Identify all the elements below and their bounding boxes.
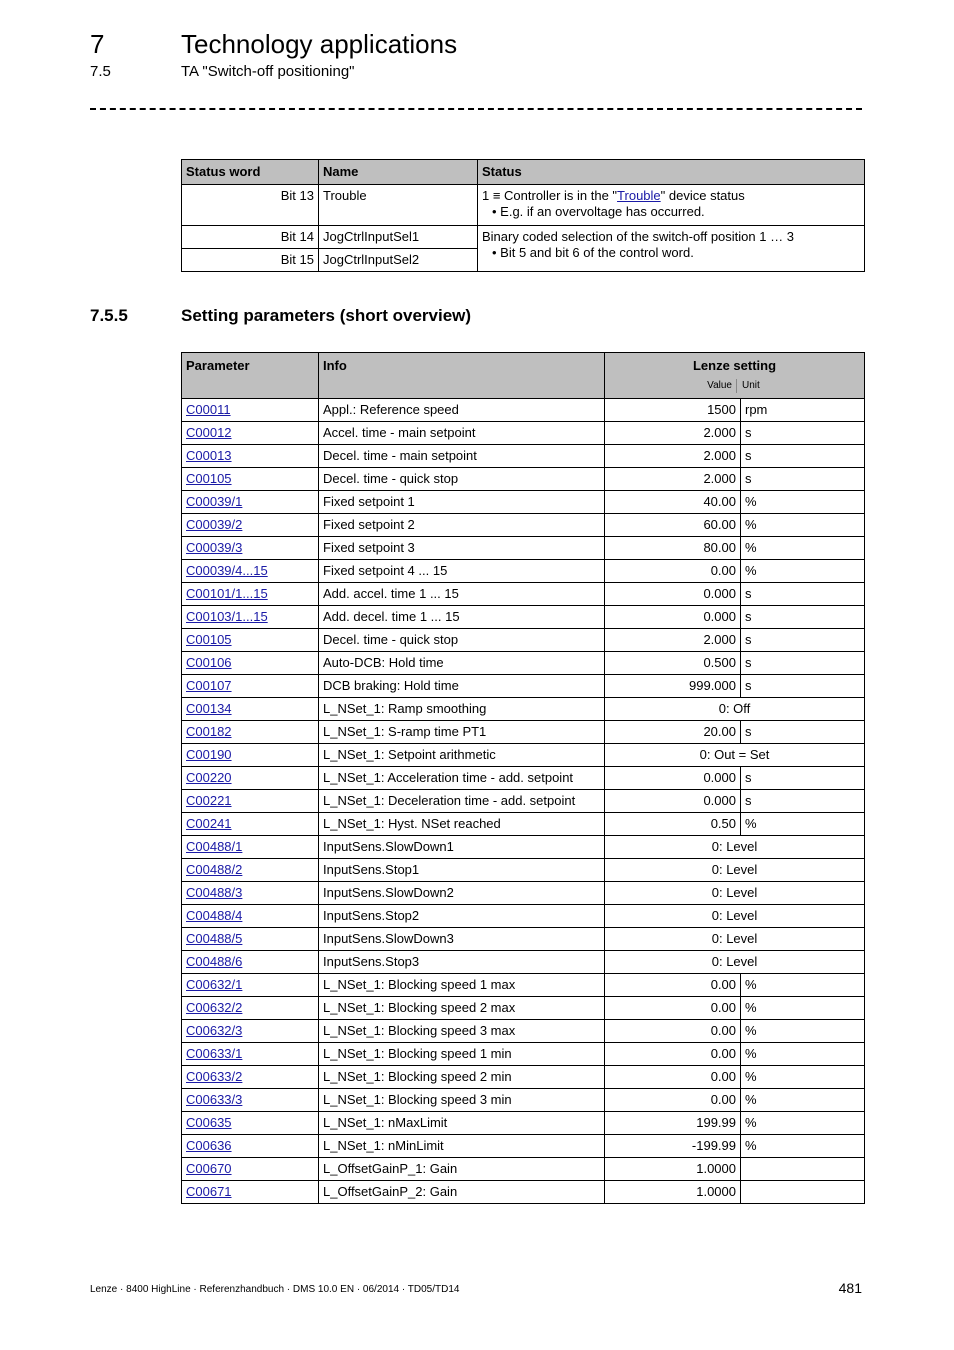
- param-unit: %: [741, 491, 865, 514]
- param-code-cell: [182, 974, 319, 997]
- param-value: 0.00: [605, 1043, 741, 1066]
- param-unit: %: [741, 1020, 865, 1043]
- parameter-link[interactable]: C00633/1: [186, 1046, 243, 1061]
- parameter-link[interactable]: C00220: [186, 770, 232, 785]
- status-header-status-word: Status word: [182, 160, 319, 185]
- parameter-link[interactable]: C00488/3: [186, 885, 243, 900]
- param-unit: %: [741, 997, 865, 1020]
- param-value: 0.00: [605, 1020, 741, 1043]
- param-setting: 0: Level: [605, 859, 865, 882]
- parameter-link[interactable]: C00671: [186, 1184, 232, 1199]
- param-info: L_NSet_1: Blocking speed 3 min: [319, 1089, 605, 1112]
- param-info: L_NSet_1: nMaxLimit: [319, 1112, 605, 1135]
- param-value: 1.0000: [605, 1181, 741, 1204]
- param-unit: s: [741, 445, 865, 468]
- parameter-link[interactable]: C00134: [186, 701, 232, 716]
- status-text: " device status: [660, 188, 745, 203]
- param-setting: 0: Level: [605, 836, 865, 859]
- table-row: [182, 1066, 865, 1089]
- param-value: 199.99: [605, 1112, 741, 1135]
- parameter-link[interactable]: C00632/2: [186, 1000, 243, 1015]
- param-info: L_NSet_1: Blocking speed 1 min: [319, 1043, 605, 1066]
- param-info: L_NSet_1: Blocking speed 2 min: [319, 1066, 605, 1089]
- table-row: [182, 997, 865, 1020]
- param-unit: %: [741, 1066, 865, 1089]
- table-row: [182, 698, 865, 721]
- param-info: InputSens.SlowDown3: [319, 928, 605, 951]
- table-row: [182, 652, 865, 675]
- param-value: 0.00: [605, 560, 741, 583]
- param-unit: s: [741, 583, 865, 606]
- param-value: 0.00: [605, 997, 741, 1020]
- param-info: Decel. time - quick stop: [319, 468, 605, 491]
- section-title: TA "Switch-off positioning": [181, 63, 355, 80]
- param-code-cell: [182, 1043, 319, 1066]
- parameter-link[interactable]: C00012: [186, 425, 232, 440]
- param-code-cell: [182, 744, 319, 767]
- parameter-link[interactable]: C00488/4: [186, 908, 243, 923]
- param-unit: %: [741, 537, 865, 560]
- parameter-link[interactable]: C00107: [186, 678, 232, 693]
- param-unit: %: [741, 1043, 865, 1066]
- param-code-cell: [182, 399, 319, 422]
- param-value: 0.00: [605, 1066, 741, 1089]
- parameter-link[interactable]: C00636: [186, 1138, 232, 1153]
- parameter-link[interactable]: C00105: [186, 632, 232, 647]
- parameter-link[interactable]: C00039/3: [186, 540, 243, 555]
- param-code-cell: [182, 629, 319, 652]
- param-unit: s: [741, 767, 865, 790]
- param-code-cell: [182, 836, 319, 859]
- parameter-link[interactable]: C00632/1: [186, 977, 243, 992]
- table-row: [182, 1089, 865, 1112]
- param-value: 0.00: [605, 974, 741, 997]
- param-info: DCB braking: Hold time: [319, 675, 605, 698]
- parameter-link[interactable]: C00106: [186, 655, 232, 670]
- table-row: [182, 629, 865, 652]
- param-info: L_NSet_1: Acceleration time - add. setpoint: [319, 767, 605, 790]
- table-row: [182, 1020, 865, 1043]
- status-bit: Bit 13: [182, 185, 319, 226]
- param-info: Accel. time - main setpoint: [319, 422, 605, 445]
- table-row: [182, 185, 865, 226]
- table-row: [182, 790, 865, 813]
- param-unit: [741, 1158, 865, 1181]
- subsection-number: 7.5.5: [90, 306, 128, 325]
- param-value: 0.000: [605, 790, 741, 813]
- param-setting: 0: Level: [605, 928, 865, 951]
- param-code-cell: [182, 859, 319, 882]
- table-row: [182, 928, 865, 951]
- param-unit: s: [741, 652, 865, 675]
- table-row: [182, 468, 865, 491]
- param-header-lenze-setting: [605, 353, 865, 399]
- param-unit: s: [741, 675, 865, 698]
- param-value: 40.00: [605, 491, 741, 514]
- status-word-table: [181, 159, 865, 272]
- param-value: 0.500: [605, 652, 741, 675]
- param-setting: 0: Level: [605, 882, 865, 905]
- chapter-number: 7: [90, 29, 105, 59]
- param-code-cell: [182, 537, 319, 560]
- param-value: 0.000: [605, 606, 741, 629]
- param-info: InputSens.Stop3: [319, 951, 605, 974]
- param-code-cell: [182, 721, 319, 744]
- section-number: 7.5: [90, 63, 111, 80]
- param-info: InputSens.Stop2: [319, 905, 605, 928]
- param-value: 60.00: [605, 514, 741, 537]
- value-subheader: Value: [707, 380, 732, 391]
- param-value: 1500: [605, 399, 741, 422]
- param-code-cell: [182, 583, 319, 606]
- param-code-cell: [182, 560, 319, 583]
- status-name: Trouble: [319, 185, 478, 226]
- table-row: [182, 1135, 865, 1158]
- parameter-link[interactable]: C00101/1...15: [186, 586, 268, 601]
- parameter-link[interactable]: C00488/2: [186, 862, 243, 877]
- param-unit: s: [741, 468, 865, 491]
- param-info: L_NSet_1: Hyst. NSet reached: [319, 813, 605, 836]
- param-code-cell: [182, 790, 319, 813]
- table-row: [182, 675, 865, 698]
- table-row: [182, 813, 865, 836]
- param-info: L_OffsetGainP_2: Gain: [319, 1181, 605, 1204]
- status-note: • E.g. if an overvoltage has occurred.: [492, 204, 705, 219]
- parameter-link[interactable]: C00039/1: [186, 494, 243, 509]
- status-text: 1 ≡ Controller is in the ": [482, 188, 618, 203]
- param-value: 80.00: [605, 537, 741, 560]
- param-header-info: Info: [319, 353, 605, 399]
- status-bit: Bit 14: [182, 226, 319, 249]
- status-name: JogCtrlInputSel1: [319, 226, 478, 249]
- parameter-link[interactable]: C00039/4...15: [186, 563, 268, 578]
- param-header-parameter: Parameter: [182, 353, 319, 399]
- param-value: 1.0000: [605, 1158, 741, 1181]
- param-code-cell: [182, 1020, 319, 1043]
- param-info: Decel. time - quick stop: [319, 629, 605, 652]
- param-unit: rpm: [741, 399, 865, 422]
- parameter-link[interactable]: C00670: [186, 1161, 232, 1176]
- param-code-cell: [182, 767, 319, 790]
- parameter-link[interactable]: C00633/2: [186, 1069, 243, 1084]
- param-info: Decel. time - main setpoint: [319, 445, 605, 468]
- param-code-cell: [182, 698, 319, 721]
- table-row: [182, 1112, 865, 1135]
- param-unit: %: [741, 514, 865, 537]
- parameter-link[interactable]: C00221: [186, 793, 232, 808]
- param-code-cell: [182, 514, 319, 537]
- status-description: [478, 185, 865, 226]
- param-info: L_NSet_1: Deceleration time - add. setpoint: [319, 790, 605, 813]
- status-header-status: Status: [478, 160, 865, 185]
- status-name: JogCtrlInputSel2: [319, 249, 478, 272]
- param-setting: 0: Out = Set: [605, 744, 865, 767]
- param-info: Add. decel. time 1 ... 15: [319, 606, 605, 629]
- param-info: Appl.: Reference speed: [319, 399, 605, 422]
- footer-doc-info: Lenze · 8400 HighLine · Referenzhandbuch · DMS 10.0 EN · 06/2014 · TD05/TD14: [90, 1284, 460, 1295]
- parameter-link[interactable]: C00182: [186, 724, 232, 739]
- param-info: InputSens.SlowDown2: [319, 882, 605, 905]
- param-code-cell: [182, 997, 319, 1020]
- param-value: 2.000: [605, 445, 741, 468]
- parameter-link[interactable]: C00241: [186, 816, 232, 831]
- chapter-title: Technology applications: [181, 29, 458, 59]
- table-row: [182, 1043, 865, 1066]
- parameter-rows: [182, 399, 865, 1204]
- param-value: 2.000: [605, 629, 741, 652]
- param-info: L_OffsetGainP_1: Gain: [319, 1158, 605, 1181]
- param-code-cell: [182, 445, 319, 468]
- param-info: InputSens.Stop1: [319, 859, 605, 882]
- param-info: L_NSet_1: S-ramp time PT1: [319, 721, 605, 744]
- param-unit: %: [741, 1112, 865, 1135]
- param-code-cell: [182, 882, 319, 905]
- param-info: Fixed setpoint 4 ... 15: [319, 560, 605, 583]
- table-row: [182, 445, 865, 468]
- param-code-cell: [182, 951, 319, 974]
- param-unit: [741, 1181, 865, 1204]
- param-value: 2.000: [605, 422, 741, 445]
- table-row: [182, 226, 865, 249]
- param-value: 999.000: [605, 675, 741, 698]
- param-value: -199.99: [605, 1135, 741, 1158]
- param-info: L_NSet_1: nMinLimit: [319, 1135, 605, 1158]
- parameter-link[interactable]: C00105: [186, 471, 232, 486]
- param-info: Fixed setpoint 1: [319, 491, 605, 514]
- table-row: [182, 721, 865, 744]
- table-row: [182, 859, 865, 882]
- table-row: [182, 836, 865, 859]
- param-unit: %: [741, 560, 865, 583]
- status-text: Binary coded selection of the switch-off position 1 … 3: [482, 229, 794, 244]
- parameter-link[interactable]: C00488/6: [186, 954, 243, 969]
- table-row: [182, 583, 865, 606]
- param-code-cell: [182, 928, 319, 951]
- param-info: Fixed setpoint 2: [319, 514, 605, 537]
- param-info: InputSens.SlowDown1: [319, 836, 605, 859]
- lenze-setting-label: Lenze setting: [692, 358, 777, 373]
- param-info: Fixed setpoint 3: [319, 537, 605, 560]
- table-row: [182, 974, 865, 997]
- param-code-cell: [182, 652, 319, 675]
- param-info: L_NSet_1: Setpoint arithmetic: [319, 744, 605, 767]
- param-code-cell: [182, 1112, 319, 1135]
- param-code-cell: [182, 422, 319, 445]
- param-info: L_NSet_1: Blocking speed 1 max: [319, 974, 605, 997]
- param-unit: s: [741, 721, 865, 744]
- param-info: L_NSet_1: Ramp smoothing: [319, 698, 605, 721]
- param-code-cell: [182, 606, 319, 629]
- parameter-table: [181, 352, 865, 1204]
- param-unit: %: [741, 813, 865, 836]
- param-code-cell: [182, 1181, 319, 1204]
- parameter-link[interactable]: C00013: [186, 448, 232, 463]
- param-info: L_NSet_1: Blocking speed 2 max: [319, 997, 605, 1020]
- subsection-title: Setting parameters (short overview): [181, 306, 472, 325]
- table-row: [182, 1181, 865, 1204]
- table-row: [182, 951, 865, 974]
- status-bit: Bit 15: [182, 249, 319, 272]
- table-row: [182, 767, 865, 790]
- status-header-name: Name: [319, 160, 478, 185]
- param-unit: %: [741, 1089, 865, 1112]
- param-code-cell: [182, 813, 319, 836]
- param-code-cell: [182, 1066, 319, 1089]
- table-row: [182, 606, 865, 629]
- param-code-cell: [182, 905, 319, 928]
- param-info: L_NSet_1: Blocking speed 3 max: [319, 1020, 605, 1043]
- param-code-cell: [182, 675, 319, 698]
- param-code-cell: [182, 491, 319, 514]
- param-value: 0.50: [605, 813, 741, 836]
- parameter-link[interactable]: C00488/1: [186, 839, 243, 854]
- param-unit: s: [741, 629, 865, 652]
- table-row: [182, 491, 865, 514]
- parameter-link[interactable]: C00488/5: [186, 931, 243, 946]
- status-description: [478, 226, 865, 272]
- status-note: • Bit 5 and bit 6 of the control word.: [492, 245, 694, 260]
- param-value: 0.000: [605, 767, 741, 790]
- table-row: [182, 514, 865, 537]
- param-value: 20.00: [605, 721, 741, 744]
- trouble-link[interactable]: Trouble: [617, 188, 661, 203]
- header-divider: [90, 108, 862, 110]
- table-row: [182, 537, 865, 560]
- param-value: 2.000: [605, 468, 741, 491]
- parameter-link[interactable]: C00635: [186, 1115, 232, 1130]
- param-code-cell: [182, 1089, 319, 1112]
- param-unit: s: [741, 790, 865, 813]
- parameter-link[interactable]: C00103/1...15: [186, 609, 268, 624]
- param-info: Auto-DCB: Hold time: [319, 652, 605, 675]
- param-code-cell: [182, 468, 319, 491]
- param-value: 0.00: [605, 1089, 741, 1112]
- table-row: [182, 422, 865, 445]
- unit-subheader: Unit: [736, 379, 864, 393]
- param-setting: 0: Level: [605, 951, 865, 974]
- param-code-cell: [182, 1135, 319, 1158]
- table-row: [182, 744, 865, 767]
- param-info: Add. accel. time 1 ... 15: [319, 583, 605, 606]
- parameter-link[interactable]: C00011: [186, 402, 231, 417]
- table-row: [182, 1158, 865, 1181]
- table-row: [182, 560, 865, 583]
- table-row: [182, 882, 865, 905]
- param-unit: %: [741, 974, 865, 997]
- table-row: [182, 399, 865, 422]
- param-unit: s: [741, 606, 865, 629]
- parameter-link[interactable]: C00632/3: [186, 1023, 243, 1038]
- param-value: 0.000: [605, 583, 741, 606]
- parameter-link[interactable]: C00039/2: [186, 517, 243, 532]
- param-code-cell: [182, 1158, 319, 1181]
- page-number: 481: [838, 1280, 862, 1296]
- param-unit: %: [741, 1135, 865, 1158]
- param-setting: 0: Off: [605, 698, 865, 721]
- param-setting: 0: Level: [605, 905, 865, 928]
- param-unit: s: [741, 422, 865, 445]
- parameter-link[interactable]: C00633/3: [186, 1092, 243, 1107]
- parameter-link[interactable]: C00190: [186, 747, 232, 762]
- table-row: [182, 905, 865, 928]
